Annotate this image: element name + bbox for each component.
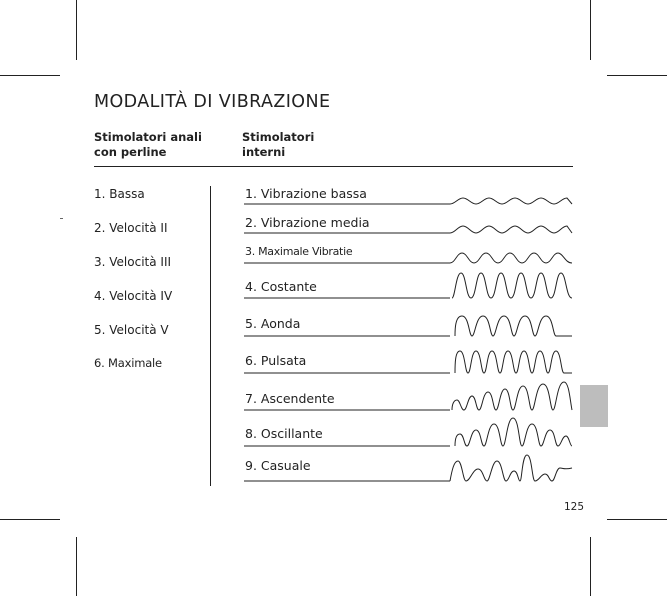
anal-mode: 4. Velocità IV [94,289,173,303]
wave-oscillating-icon [455,418,572,446]
internal-mode-label: 6. Pulsata [245,353,307,368]
wave-wave-icon [455,316,572,336]
anal-mode: 5. Velocità V [94,323,169,337]
anal-mode: 1. Bassa [94,187,145,201]
wave-low-icon [450,198,572,204]
internal-mode-label: 8. Oscillante [245,426,323,441]
internal-mode-label: 1. Vibrazione bassa [245,186,367,201]
page-title: MODALITÀ DI VIBRAZIONE [94,92,331,112]
anal-mode: 3. Velocità III [94,255,172,269]
internal-mode-label: 3. Maximale Vibratie [245,245,353,258]
internal-mode-label: 7. Ascendente [245,391,335,406]
internal-mode-label: 4. Costante [245,279,317,294]
internal-mode-label: 5. Aonda [245,316,301,331]
anal-mode: 6. Maximale [94,356,162,370]
header-internal-line2: interni [242,145,286,159]
anal-mode: 2. Velocità II [94,221,168,235]
page-number: 125 [564,501,585,513]
header-anal-line1: Stimolatori anali [94,130,202,144]
internal-mode-label: 9. Casuale [245,458,311,473]
header-internal-line1: Stimolatori [242,130,315,144]
section-tab [580,385,608,427]
wave-medium-icon [450,226,572,233]
internal-mode-label: 2. Vibrazione media [245,215,370,230]
wave-constant-icon [452,273,572,298]
wave-ascending-icon [452,382,572,410]
header-anal-line2: con perline [94,145,167,159]
wave-pulse-icon [455,351,572,373]
wave-random-icon [450,455,572,481]
wave-max-icon [450,253,572,263]
